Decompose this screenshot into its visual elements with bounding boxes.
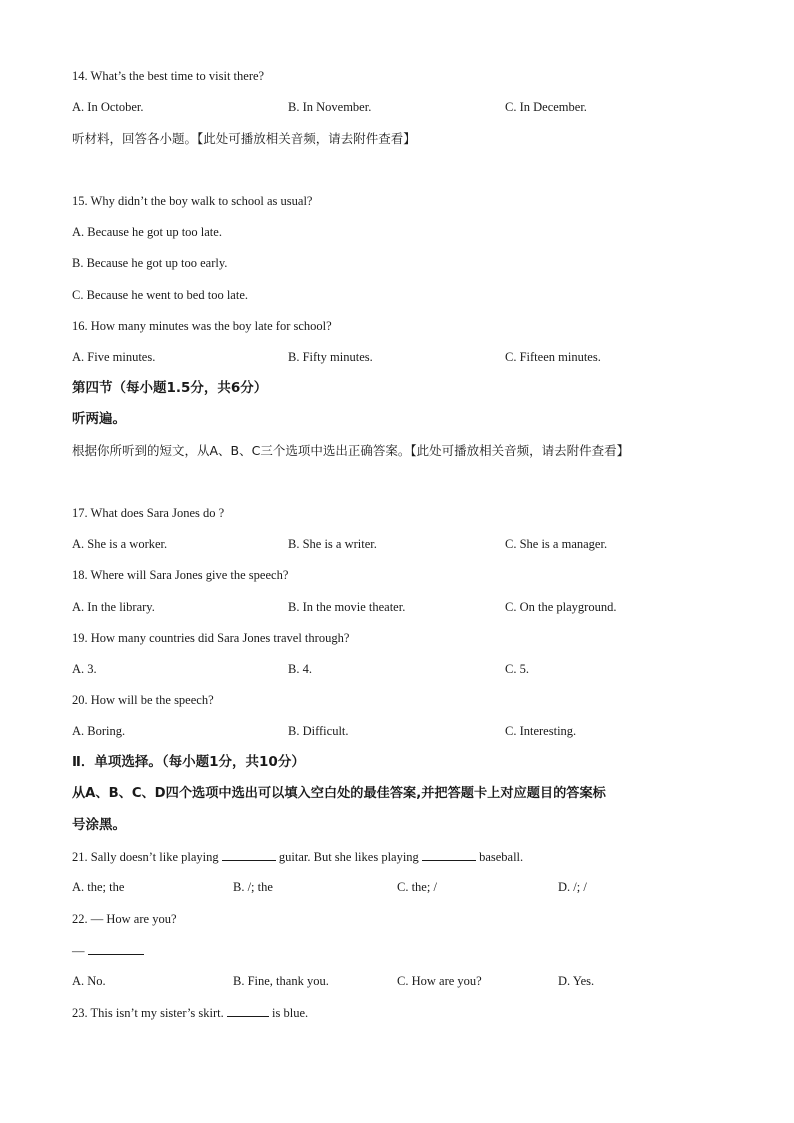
q19-option-a: A. 3. [72,662,97,676]
q18-option-c: C. On the playground. [505,600,617,614]
q15-option-c: C. Because he went to bed too late. [72,288,248,302]
listen-twice-note: 听两遍。 [72,411,126,427]
question-14: 14. What’s the best time to visit there? [72,69,265,83]
question-17: 17. What does Sara Jones do ? [72,506,225,520]
q22-option-c: C. How are you? [397,974,482,988]
q16-option-a: A. Five minutes. [72,350,156,364]
q21-text-3: baseball. [475,850,524,864]
q14-option-b: B. In November. [288,100,372,114]
q18-option-a: A. In the library. [72,600,155,614]
q17-option-b: B. She is a writer. [288,537,377,551]
q15-option-b: B. Because he got up too early. [72,256,228,270]
q23-blank [227,1004,269,1017]
question-23 [72,1004,308,1021]
q17-option-a: A. She is a worker. [72,537,168,551]
section-4-heading: 第四节（每小题1.5分，共6分） [72,380,268,396]
q21-option-a: A. the; the [72,880,125,894]
q21-option-c: C. the; / [397,880,437,894]
q23-text-2: is blue. [268,1006,309,1020]
q19-option-c: C. 5. [505,662,529,676]
question-19: 19. How many countries did Sara Jones travel through? [72,631,350,645]
q15-option-a: A. Because he got up too late. [72,225,222,239]
q21-option-d: D. /; / [558,880,587,894]
part-2-heading: Ⅱ．单项选择。（每小题1分，共10分） [72,754,305,770]
q20-option-c: C. Interesting. [505,724,577,738]
q22-answer-line [72,942,144,959]
q18-option-b: B. In the movie theater. [288,600,406,614]
part-2-instruction-line-1: 从A、B、C、D四个选项中选出可以填入空白处的最佳答案,并把答题卡上对应题目的答案标 [72,786,606,801]
q21-blank-2 [422,848,476,861]
question-20: 20. How will be the speech? [72,693,214,707]
q20-option-a: A. Boring. [72,724,126,738]
q16-option-c: C. Fifteen minutes. [505,350,601,364]
q21-text-2: guitar. But she likes playing [275,850,422,864]
q21-blank-1 [222,848,276,861]
q22-option-a: A. No. [72,974,106,988]
listen-instruction: 听材料，回答各小题。【此处可播放相关音频，请去附件查看】 [72,131,416,146]
q17-option-c: C. She is a manager. [505,537,608,551]
q21-option-b: B. /; the [233,880,273,894]
q22-option-d: D. Yes. [558,974,595,988]
q22-dash: — [72,944,88,958]
q21-text-1: 21. Sally doesn’t like playing [72,850,222,864]
q14-option-a: A. In October. [72,100,144,114]
q14-option-c: C. In December. [505,100,587,114]
q22-option-b: B. Fine, thank you. [233,974,329,988]
question-21 [72,848,523,865]
section-4-instruction: 根据你所听到的短文，从A、B、C三个选项中选出正确答案。【此处可播放相关音频，请去附件查看】 [72,443,630,458]
q20-option-b: B. Difficult. [288,724,349,738]
question-22: 22. — How are you? [72,912,177,926]
q22-blank [88,942,144,955]
question-18: 18. Where will Sara Jones give the speech? [72,568,289,582]
question-16: 16. How many minutes was the boy late for school? [72,319,332,333]
question-15: 15. Why didn’t the boy walk to school as usual? [72,194,313,208]
part-2-instruction-line-2: 号涂黑。 [72,817,126,833]
q23-text-1: 23. This isn’t my sister’s skirt. [72,1006,227,1020]
q19-option-b: B. 4. [288,662,312,676]
q16-option-b: B. Fifty minutes. [288,350,373,364]
